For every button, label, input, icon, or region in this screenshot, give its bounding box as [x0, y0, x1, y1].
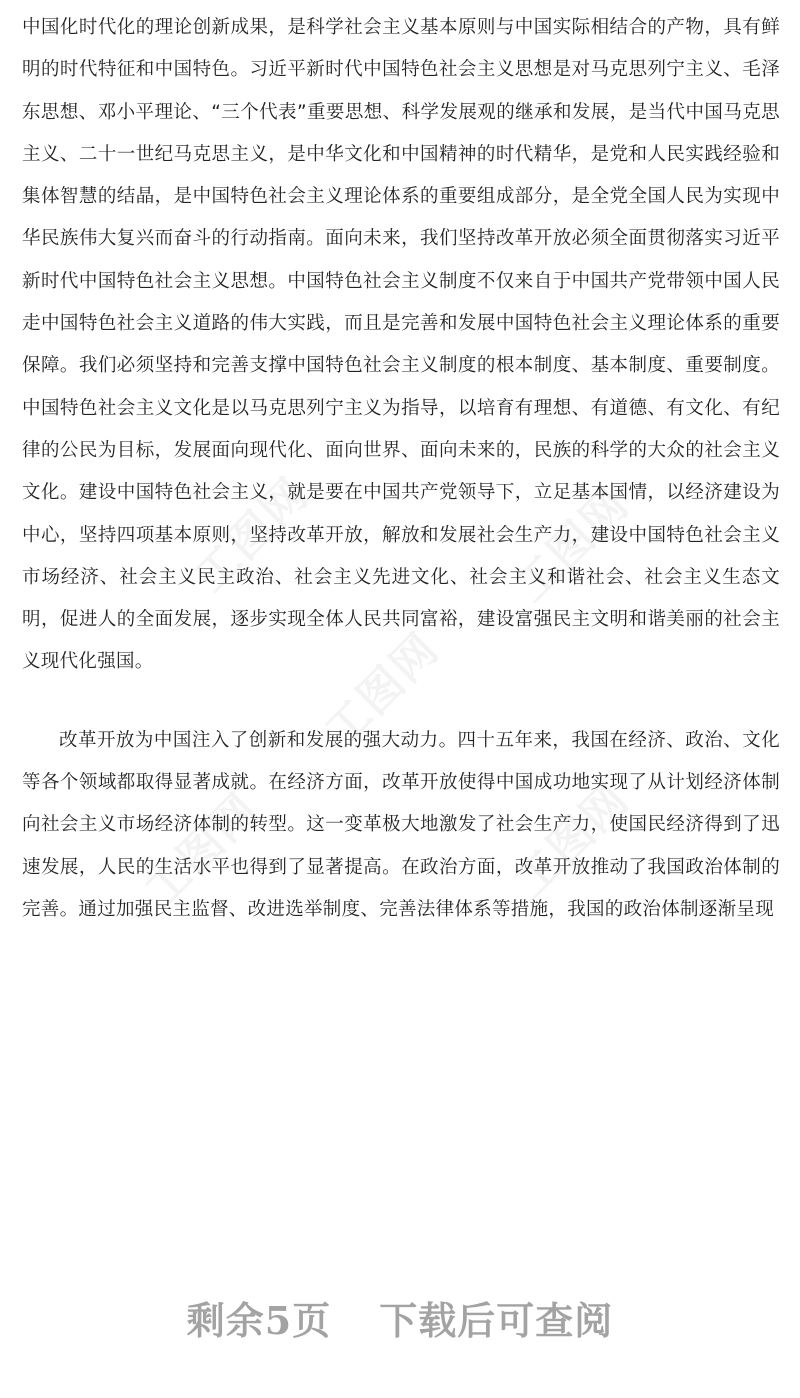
- remaining-pages-label[interactable]: 剩余5页: [186, 1298, 332, 1343]
- paragraph-2: 改革开放为中国注入了创新和发展的强大动力。四十五年来，我国在经济、政治、文化等各个领域都取得显著成就。在经济方面，改革开放使得中国成功地实现了从计划经济体制向社会主义市场经济体制的转型。这一变革极大地激发了社会生产力，使国民经济得到了迅速发展，人民的生活水平也得到了显著提高。在政治方面，改革开放推动了我国政治体制的完善。通过加强民主监督、改进选举制度、完善法律体系等措施，我国的政治体制逐渐呈现: [22, 729, 780, 920]
- watermark: 工图网: [315, 623, 450, 758]
- watermark: 工图网: [505, 478, 640, 613]
- download-to-view-label[interactable]: 下载后可查阅: [379, 1298, 614, 1343]
- paragraph-1: 中国化时代化的理论创新成果，是科学社会主义基本原则与中国实际相结合的产物，具有鲜明的时代特征和中国特色。习近平新时代中国特色社会主义思想是对马克思列宁主义、毛泽东思想、邓小平理论、“三个代表”重要思想、科学发展观的继承和发展，是当代中国马克思主义、二十一世纪马克思主义，是中华文化和中国精神的时代精华，是党和人民实践经验和集体智慧的结晶，是中国特色社会主义理论体系的重要组成部分，是全党全国人民为实现中华民族伟大复兴而奋斗的行动指南。面向未来，我们坚持改革开放必须全面贯彻落实习近平新时代中国特色社会主义思想。中国特色社会主义制度不仅来自于中国共产党带领中国人民走中国特色社会主义道路的伟大实践，而且是完善和发展中国特色社会主义理论体系的重要保障。我们必须坚持和完善支撑中国特色社会主义制度的根本制度、基本制度、重要制度。中国特色社会主义文化是以马克思列宁主义为指导，以培育有理想、有道德、有文化、有纪律的公民为目标，发展面向现代化、面向世界、面向未来的，民族的科学的大众的社会主义文化。建设中国特色社会主义，就是要在中国共产党领导下，立足基本国情，以经济建设为中心，坚持四项基本原则，坚持改革开放，解放和发展社会生产力，建设中国特色社会主义市场经济、社会主义民主政治、社会主义先进文化、社会主义和谐社会、社会主义生态文明，促进人的全面发展，逐步实现全体人民共同富裕，建设富强民主文明和谐美丽的社会主义现代化强国。: [22, 17, 780, 673]
- watermark: 工图网: [135, 783, 270, 918]
- watermark: 工图网: [505, 773, 640, 908]
- download-prompt[interactable]: [0, 1290, 800, 1345]
- watermark: 工图网: [185, 468, 320, 603]
- document-body: [22, 0, 780, 931]
